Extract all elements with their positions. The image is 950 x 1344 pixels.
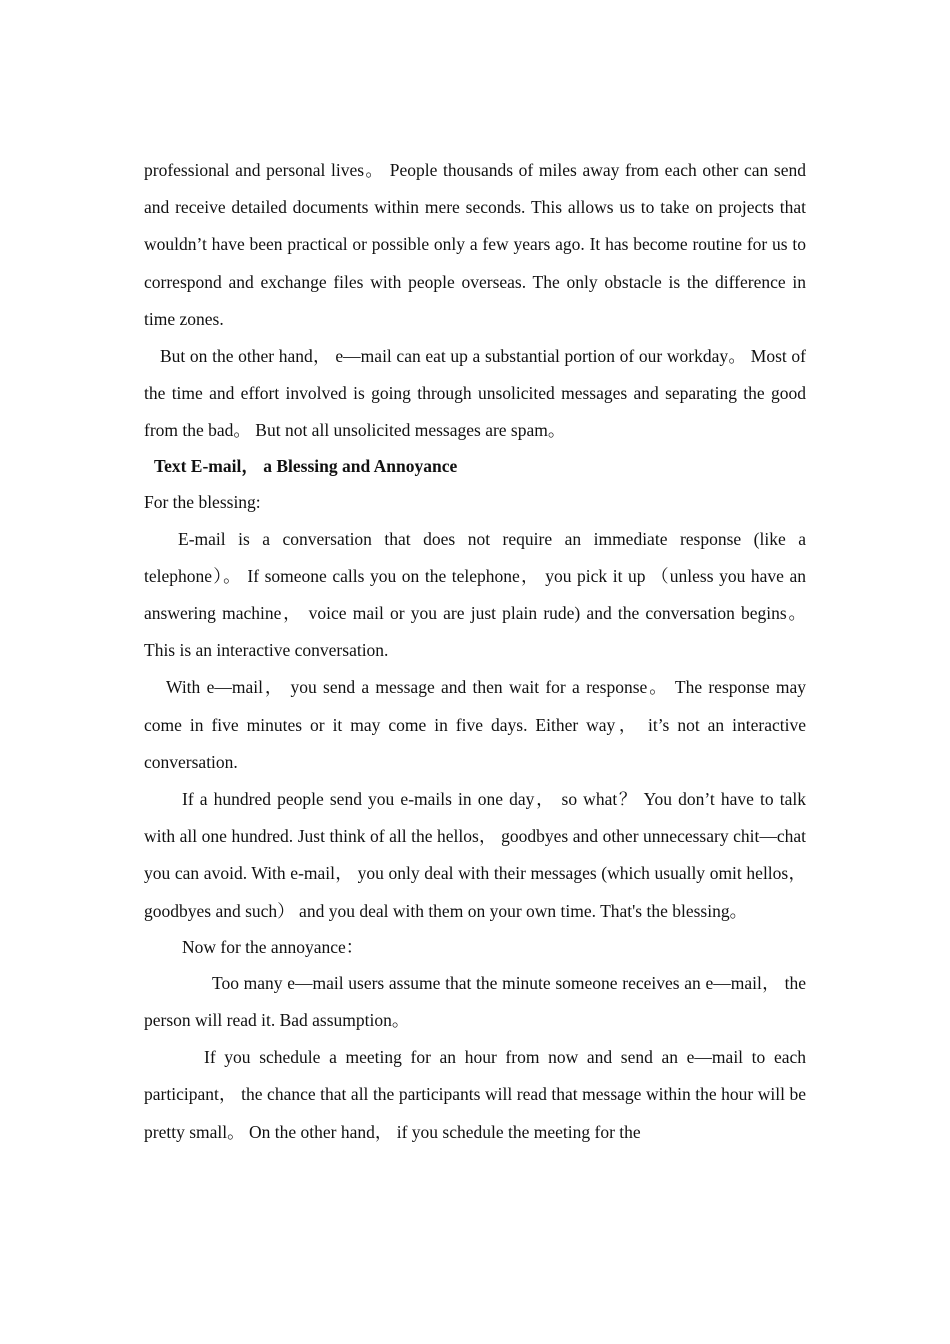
paragraph-blessing-2: With e—mail， you send a message and then wait for a response。 The response may come in five minutes or it may come in five days. Either way， it’s not an interactive conversation. [144,677,806,772]
paragraph-annoyance-2: If you schedule a meeting for an hour from now and send an e—mail to each participant， the chance that all the participants will read that message within the hour will be pretty small。 On the other hand， if you schedule the meeting for the [144,1047,806,1142]
document-body [144,152,806,1151]
paragraph-annoyance-1: Too many e—mail users assume that the minute someone receives an e—mail， the person will read it. Bad assumption。 [144,972,806,1031]
paragraph-blessing-1: E-mail is a conversation that does not require an immediate response (like a telephone）。 If someone calls you on the telephone， you pick it up （unless you have an answering machine， voice mail or you are just plain rude) and the conversation begins。 This is an interactive conversation. [144,528,806,661]
annoyance-label: Now for the annoyance： [182,936,364,957]
paragraph-intro: professional and personal lives。 People thousands of miles away from each other can send and receive detailed documents within mere seconds. This allows us to take on projects that wouldn’t have been practical or possible only a few years ago. It has become routine for us to correspond and exchange files with people overseas. The only obstacle is the difference in time zones. [144,160,806,329]
paragraph-blessing-3: If a hundred people send you e-mails in one day， so what？ You don’t have to talk with all one hundred. Just think of all the hellos， goodbyes and other unnecessary chit—chat you can avoid. With e-mail， you only deal with their messages (which usually omit hellos， goodbyes and such） and you deal with them on your own time. That's the blessing。 [144,789,806,921]
blessing-label: For the blessing: [144,491,261,512]
paragraph-other-hand: But on the other hand， e—mail can eat up a substantial portion of our workday。 Most of the time and effort involved is going through unsolicited messages and separating the good from the bad。 But not all unsolicited messages are spam。 [144,346,806,441]
section-heading: Text E-mail， a Blessing and Annoyance [154,455,458,476]
